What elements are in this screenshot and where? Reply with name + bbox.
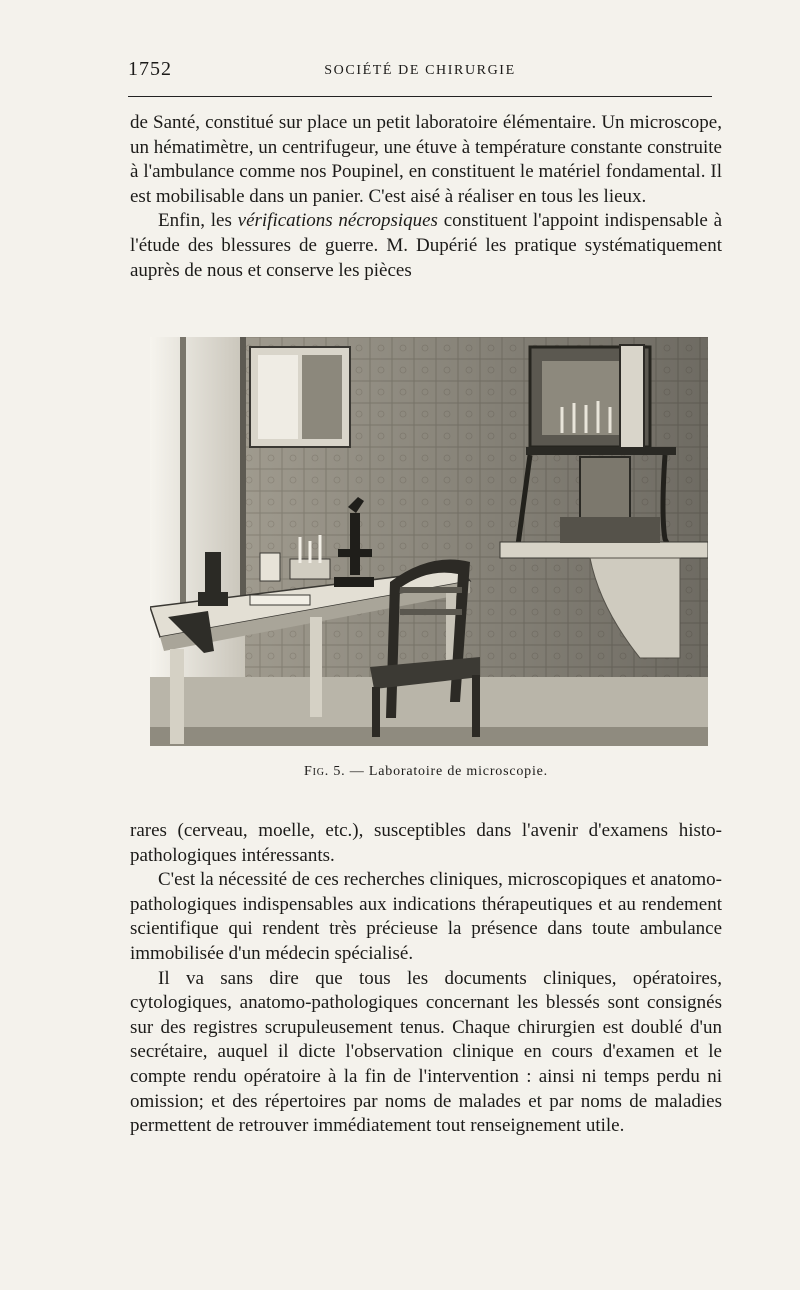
header-rule xyxy=(128,96,712,97)
caption-text: Laboratoire de microscopie. xyxy=(368,764,548,779)
body-text-bottom xyxy=(130,819,722,1139)
caption-dash: — xyxy=(349,764,365,779)
paragraph: Enfin, les vérifications nécropsiques constituent l'appoint indispensable à l'étude des blessures de guerre. M. Dupérié les pratique systématiquement auprès de nous et conserve les pièces xyxy=(130,210,723,281)
body-text-top xyxy=(130,111,722,283)
page-header xyxy=(128,58,712,86)
figure-caption xyxy=(130,764,722,780)
laboratory-photo xyxy=(150,337,708,746)
paragraph: rares (cerveau, moelle, etc.), susceptibles dans l'avenir d'examens histo-pathologiques intéressants. xyxy=(130,820,722,866)
figure-photograph xyxy=(150,337,708,746)
paragraph: de Santé, constitué sur place un petit laboratoire élémentaire. Un microscope, un hématimètre, un centrifugeur, une étuve à température constante construite à l'ambulance comme nos Poupinel, en constituent le matériel fondamental. Il est mobilisable dans un panier. C'est aisé à réaliser en tous les lieux. xyxy=(130,112,722,207)
paragraph: C'est la nécessité de ces recherches cliniques, microscopiques et anatomo-pathologiques indispensables aux indications thérapeutiques et au rendement scientifique qui rendent très précieuse la présence dans toute ambulance immobilisée d'un médecin spécialisé. xyxy=(130,869,722,964)
italic-term: vérifications nécropsiques xyxy=(237,210,438,232)
paragraph: Il va sans dire que tous les documents cliniques, opératoires, cytologiques, anatomo-pathologiques concernant les blessés sont consignés sur des registres scrupuleusement tenus. Chaque chirurgien est doublé d'un secrétaire, auquel il dicte l'observation clinique en cours d'examen et le compte rendu opératoire à la fin de l'intervention : ainsi ni temps perdu ni omission; et des répertoires par noms de malades et par noms de maladies permettent de retrouver immédiatement tout renseignement utile. xyxy=(130,967,722,1137)
page-number: 1752 xyxy=(128,58,172,80)
running-title: SOCIÉTÉ DE CHIRURGIE xyxy=(324,63,516,78)
figure-label: Fig. 5. xyxy=(304,764,346,779)
